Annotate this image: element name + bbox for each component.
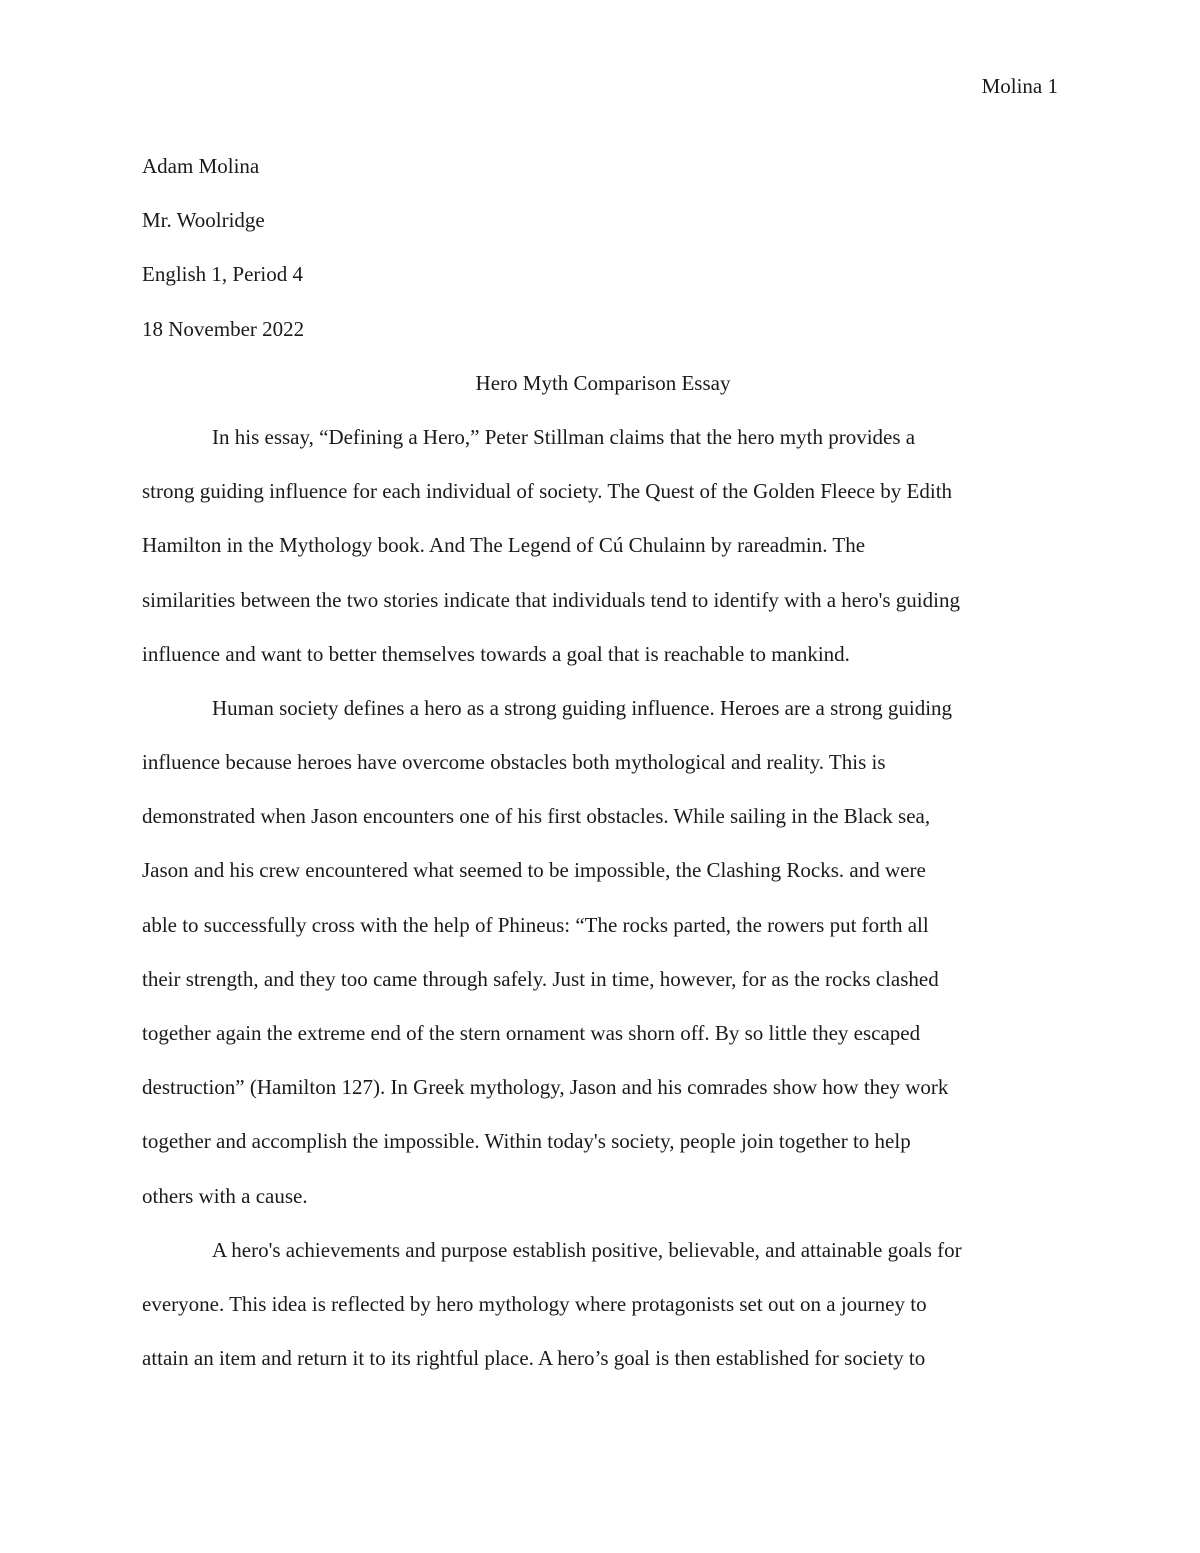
- paragraph-1: [142, 410, 1064, 681]
- paragraph-line: similarities between the two stories indicate that individuals tend to identify with a hero's guiding: [142, 587, 960, 612]
- heading-course: English 1, Period 4: [142, 262, 303, 287]
- paragraph-line: Hamilton in the Mythology book. And The Legend of Cú Chulainn by rareadmin. The: [142, 533, 866, 558]
- essay-title: Hero Myth Comparison Essay: [475, 370, 731, 395]
- paragraph-line: strong guiding influence for each individual of society. The Quest of the Golden Fleece by Edith: [142, 479, 953, 504]
- paragraph-line: Jason and his crew encountered what seemed to be impossible, the Clashing Rocks. and were: [142, 858, 926, 883]
- paragraph-line: destruction” (Hamilton 127). In Greek mythology, Jason and his comrades show how they work: [142, 1075, 949, 1100]
- running-head: Molina 1: [981, 74, 1058, 98]
- essay-body: [142, 139, 1064, 1385]
- paragraph-line: influence and want to better themselves towards a goal that is reachable to mankind.: [142, 641, 850, 666]
- heading-instructor: Mr. Woolridge: [142, 208, 265, 233]
- paragraph-line: together and accomplish the impossible. Within today's society, people join together to help: [142, 1129, 911, 1154]
- paragraph-3: [142, 1223, 1064, 1386]
- paragraph-2: [142, 681, 1064, 1223]
- paragraph-line: others with a cause.: [142, 1183, 308, 1208]
- paragraph-line: Human society defines a hero as a strong guiding influence. Heroes are a strong guiding: [212, 695, 953, 720]
- paragraph-line: demonstrated when Jason encounters one of his first obstacles. While sailing in the Black sea,: [142, 804, 931, 829]
- paragraph-line: influence because heroes have overcome obstacles both mythological and reality. This is: [142, 750, 886, 775]
- paragraph-line: In his essay, “Defining a Hero,” Peter Stillman claims that the hero myth provides a: [212, 424, 916, 449]
- heading-date: 18 November 2022: [142, 316, 305, 341]
- paragraph-line: their strength, and they too came through safely. Just in time, however, for as the rocks clashed: [142, 966, 939, 991]
- paragraph-line: A hero's achievements and purpose establish positive, believable, and attainable goals for: [212, 1237, 962, 1262]
- paragraph-line: attain an item and return it to its rightful place. A hero’s goal is then established for society to: [142, 1346, 926, 1371]
- paragraph-line: able to successfully cross with the help of Phineus: “The rocks parted, the rowers put forth all: [142, 912, 929, 937]
- heading-author: Adam Molina: [142, 154, 260, 178]
- paragraph-line: everyone. This idea is reflected by hero mythology where protagonists set out on a journey to: [142, 1291, 927, 1316]
- paragraph-line: together again the extreme end of the stern ornament was shorn off. By so little they escaped: [142, 1021, 921, 1045]
